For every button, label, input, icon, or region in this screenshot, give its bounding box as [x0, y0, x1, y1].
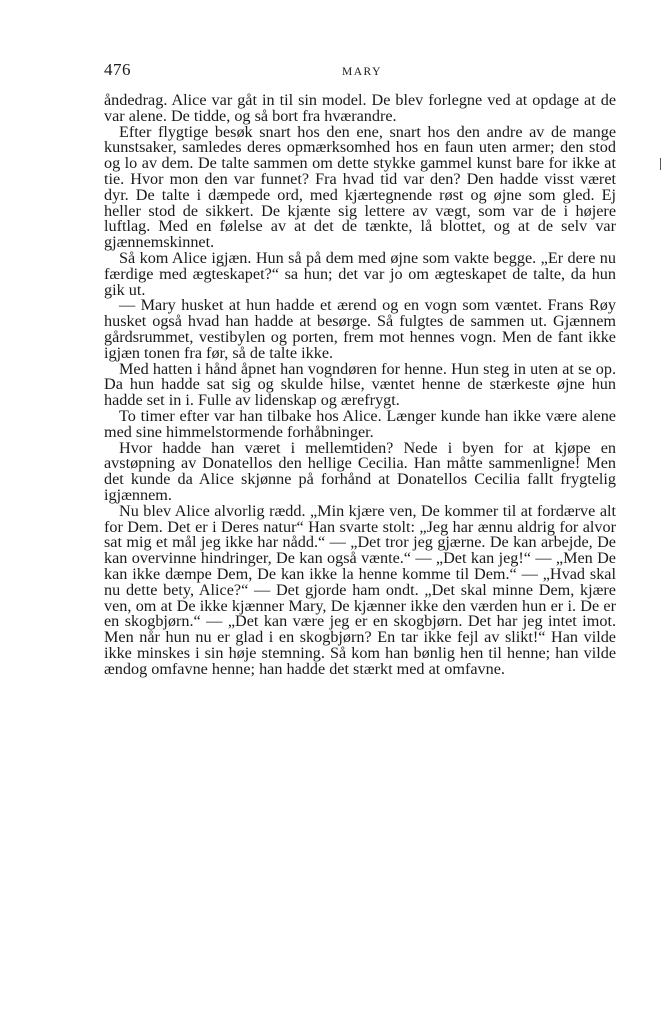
paragraph: Efter flygtige besøk snart hos den ene, snart hos den andre av de mange kunstsaker, samledes deres opmærksomhed hos en faun uten armer; den stod og lo av dem. De talte sammen om dette stykke gammel kunst bare for ikke at tie. Hvor mon den var funnet? Fra hvad tid var den? Den hadde visst været dyr. De talte i dæmpede ord, med kjærtegnende røst og øjne som gled. Ej heller stod de sikkert. De kjænte sig lettere av vægt, som var de i højere luftlag. Med en følelse av at det de tænkte, lå blottet, og at de selv var gjænnemskinnet.	[104, 122, 616, 252]
paragraph: — Mary husket at hun hadde et ærend og en vogn som væntet. Frans Røy husket også hvad han hadde at besørge. Så fulgtes de sammen ut. Gjænnem gårdsrummet, vestibylen og porten, frem mot hennes vogn. Men de fant ikke igjæn tonen fra før, så de talte ikke.	[104, 296, 616, 362]
paragraph: Hvor hadde han været i mellemtiden? Nede i byen for at kjøpe en avstøpning av Donatellos den hellige Cecilia. Han måtte sammenligne! Men det kunde da Alice skjønne på forhånd at Donatellos Cecilia fallt frygtelig igjænnem.	[104, 438, 616, 504]
body-text	[104, 93, 616, 677]
page-header	[104, 60, 616, 84]
running-head: MARY	[342, 66, 382, 78]
margin-mark	[660, 158, 661, 170]
paragraph: åndedrag. Alice var gåt in til sin model. De blev forlegne ved at opdage at de var alene. De tidde, og så bort fra hværandre.	[104, 91, 616, 125]
paragraph: To timer efter var han tilbake hos Alice. Længer kunde han ikke være alene med sine himmelstormende forhåbninger.	[104, 406, 616, 441]
paragraph: Så kom Alice igjæn. Hun så på dem med øjne som vakte begge. „Er dere nu færdige med ægteskapet?“ sa hun; det var jo om ægteskapet de talte, da hun gik ut.	[104, 248, 616, 299]
page-number: 476	[104, 60, 131, 79]
paragraph: Nu blev Alice alvorlig rædd. „Min kjære ven, De kommer til at fordærve alt for Dem. Det er i Deres natur“ Han svarte stolt: „Jeg har ænnu aldrig for alvor sat mig et mål jeg ikke har nådd.“ — „Det tror jeg gjærne. De kan arbejde, De kan overvinne hindringer, De kan også væntе.“ — „Det kan jeg!“ — „Men De kan ikke dæmpe Dem, De kan ikke la henne komme til Dem.“ — „Hvad skal nu dette bety, Alice?“ — Det gjorde ham ondt. „Det skal minne Dem, kjære ven, om at De ikke kjænner Mary, De kjænner ikke den værden hun er i. De er en skogbjørn.“ — „Det kan være jeg er en skogbjørn. Det har jeg intet imot. Men når hun nu er glad i en skogbjørn? En tar ikke fejl av slikt!“ Han vilde ikke minskes i sin høje stemning. Så kom han bønlig hen til henne; han vilde ændog omfavne henne; han hadde det stærkt med at omfavne.	[104, 501, 616, 678]
paragraph: Med hatten i hånd åpnet han vogndøren for henne. Hun steg in uten at se op. Da hun hadde sat sig og skulde hilse, væntet henne de stærkeste øjne hun hadde set in i. Fulle av lidenskap og ærefrygt.	[104, 359, 616, 410]
